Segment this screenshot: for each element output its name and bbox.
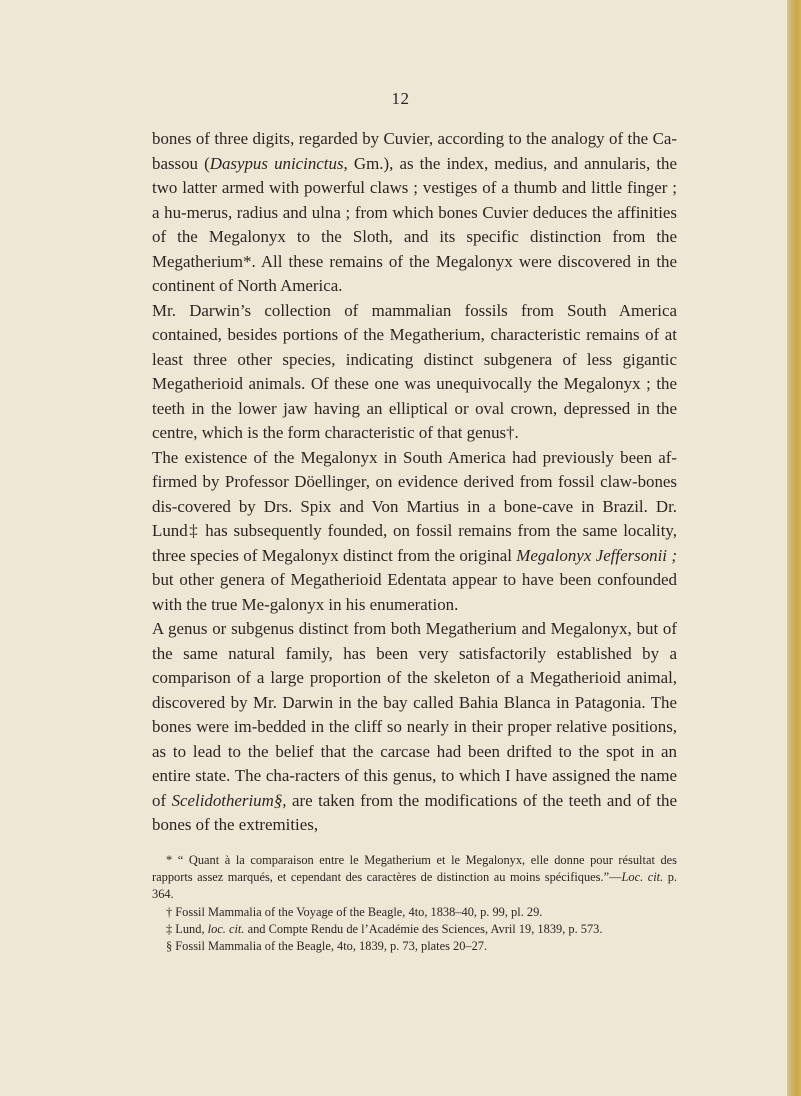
footnote-3 [152,921,677,938]
paragraph-text: A genus or subgenus distinct from both Megatherium and Megalonyx, but of the same natural family, has been very satisfactorily established by a comparison of a large proportion of the skeleton of a Megatherioid animal, discovered by Mr. Darwin in the bay called Bahia Blanca in Patagonia. The bones were im-bedded in the cliff so nearly in their proper relative positions, as to lead to the belief that the carcase had been drifted to the spot in an entire state. The cha-racters of this genus, to which I have assigned the name of [152,619,677,810]
paragraph-3 [152,446,677,618]
paragraph-italic: Dasypus unicinctus, [209,153,348,173]
footnote-text: * “ Quant à la comparaison entre le Megatherium et le Megalonyx, elle donne pour résultat des rapports assez marqués, et cependant des caractères de distinction au moins spécifiques.”— [152,853,677,885]
paragraph-text: Mr. Darwin’s collection of mammalian fossils from South America contained, besides portions of the Megatherium, characteristic remains of at least three other species, indicating distinct subgenera of less gigantic Megatherioid animals. Of these one was unequivocally the Megalonyx ; the teeth in the lower jaw having an elliptical or oval crown, depressed in the centre, which is the form characteristic of that genus†. [152,300,677,442]
body-text [152,127,677,838]
paragraph-italic: Scelidotherium§, [171,790,287,810]
footnote-text: p. 364. [152,870,678,902]
footnote-italic: Loc. cit. [621,870,664,885]
paragraph-text: The existence of the Megalonyx in South America had previously been af-firmed by Professor Döellinger, on evidence derived from fossil claw-bones dis-covered by Drs. Spix and Von Martius in a bone-cave in Brazil. Dr. Lund‡ has subsequently founded, on fossil remains from the same locality, three species of Megalonyx distinct from the original [152,447,677,565]
paragraph-text: are taken from the modifications of the teeth and of the bones of the extremities, [152,790,677,834]
paragraph-2 [152,299,677,446]
footnote-1 [152,852,677,904]
footnote-text: and Compte Rendu de l’Académie des Sciences, Avril 19, 1839, p. 573. [244,921,603,936]
footnote-text: ‡ Lund, [166,921,208,936]
paragraph-4 [152,617,677,838]
footnote-text: † Fossil Mammalia of the Voyage of the Beagle, 4to, 1838–40, p. 99, pl. 29. [166,904,543,919]
footnote-2 [152,904,677,921]
footnote-text: § Fossil Mammalia of the Beagle, 4to, 1839, p. 73, plates 20–27. [166,939,488,954]
page-number: 12 [391,89,410,108]
paragraph-1 [152,127,677,299]
page-edge [787,0,801,1096]
paragraph-text: bones of three digits, regarded by Cuvier, according to the analogy of the Ca-bassou ( [152,129,677,173]
footnotes [152,852,677,955]
paragraph-text: but other genera of Megatherioid Edentata appear to have been confounded with the true Me-galonyx in his enumeration. [152,570,677,614]
footnote-4 [152,938,677,955]
footnote-italic: loc. cit. [207,921,245,936]
paragraph-text: Gm.), as the index, medius, and annularis, the two latter armed with powerful claws ; vestiges of a thumb and little finger ; a hu-merus, radius and ulna ; from which bones Cuvier deduces the affinities of the Megalonyx to the Sloth, and its specific distinction from the Megatherium*. All these remains of the Megalonyx were discovered in the continent of North America. [152,153,677,295]
paragraph-italic: Megalonyx Jeffersonii ; [516,545,677,565]
